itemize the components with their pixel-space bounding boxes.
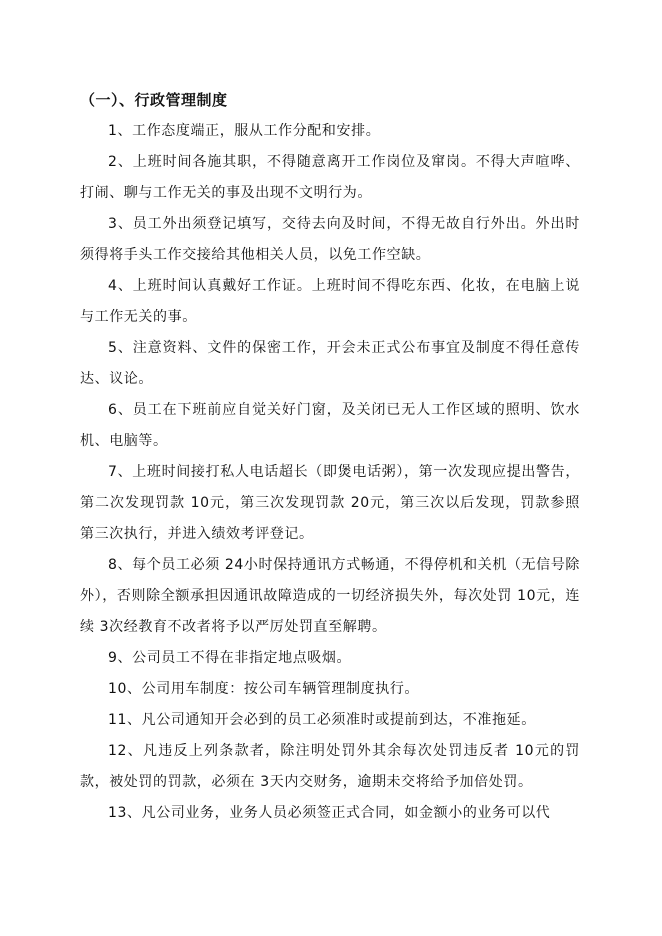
paragraph-9: 9、公司员工不得在非指定地点吸烟。 [108,650,352,666]
paragraph-6: 6、员工在下班前应自觉关好门窗，及关闭已无人工作区域的照明、饮水机、电脑等。 [80,402,580,449]
paragraph-11: 11、凡公司通知开会必到的员工必须准时或提前到达，不准拖延。 [108,712,536,728]
paragraph-4: 4、上班时间认真戴好工作证。上班时间不得吃东西、化妆，在电脑上说与工作无关的事。 [80,278,580,325]
paragraph-8: 8、每个员工必须 24小时保持通讯方式畅通，不得停机和关机（无信号除外），否则除全额承担因通讯故障造成的一切经济损失外，每次处罚 10元，连续 3次经教育不改者将予以严厉处罚直至解聘。 [80,557,580,635]
paragraph-13: 13、凡公司业务，业务人员必须签正式合同，如金额小的业务可以代 [108,805,551,821]
document-body [80,84,580,829]
paragraph-12: 12、凡违反上列条款者，除注明处罚外其余每次处罚违反者 10元的罚款，被处罚的罚款，必须在 3天内交财务，逾期未交将给予加倍处罚。 [80,743,580,790]
paragraph-3: 3、员工外出须登记填写，交待去向及时间，不得无故自行外出。外出时须得将手头工作交接给其他相关人员，以免工作空缺。 [80,216,580,263]
paragraph-2: 2、上班时间各施其职，不得随意离开工作岗位及窜岗。不得大声喧哗、打闹、聊与工作无关的事及出现不文明行为。 [80,154,580,201]
paragraph-7: 7、上班时间接打私人电话超长（即煲电话粥），第一次发现应提出警告，第二次发现罚款 10元，第三次发现罚款 20元，第三次以后发现，罚款参照第三次执行，并进入绩效考评登记。 [80,464,580,542]
section-heading: （一）、行政管理制度 [80,91,228,109]
paragraph-5: 5、注意资料、文件的保密工作，开会未正式公布事宜及制度不得任意传达、议论。 [80,340,580,387]
paragraph-10: 10、公司用车制度：按公司车辆管理制度执行。 [108,681,420,697]
paragraph-1: 1、工作态度端正，服从工作分配和安排。 [108,123,381,139]
